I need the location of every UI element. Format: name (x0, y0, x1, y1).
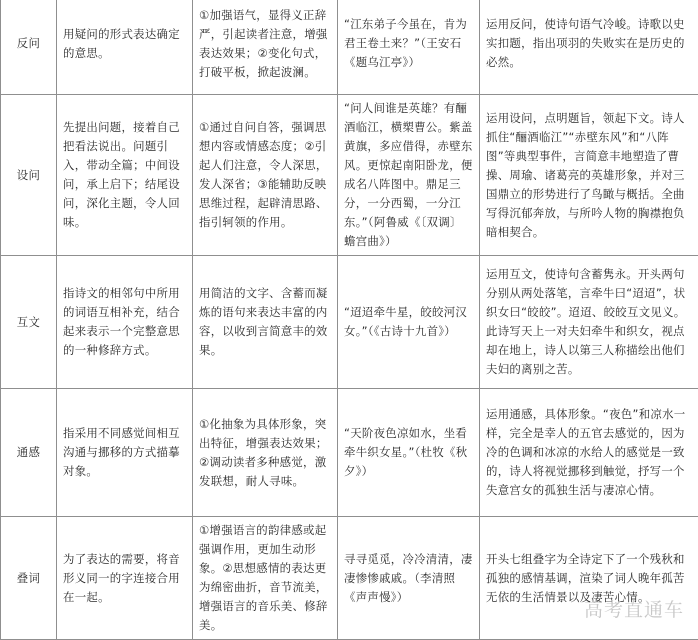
effect-cell: ①加强语气，显得义正辞严，引起读者注意，增强表达效果；②变化句式，打破平板，掀起波澜。 (193, 0, 338, 95)
table-row (1, 0, 698, 95)
definition-cell: 指诗文的相邻句中所用的词语互相补充，结合起来表示一个完整意思的一种修辞方式。 (57, 256, 193, 389)
analysis-cell: 运用互文，使诗句含蓄隽永。开头两句分别从两处落笔，言牵牛曰“迢迢”，状织女曰“皎皎”。迢迢、皎皎互文见义。此诗写天上一对夫妇牵牛和织女，视点却在地上，诗人以第三人称描绘出他们夫妇的离别之苦。 (480, 256, 698, 389)
example-cell: “问人间谁是英雄？有酾酒临江，横槊曹公。紫盖黄旗，多应借得，赤壁东风。更惊起南阳卧龙，便成名八阵图中。鼎足三分，一分西蜀，一分江东。”（阿鲁威《〔双调〕蟾宫曲》） (338, 95, 480, 256)
rhetoric-term: 叠词 (1, 517, 57, 640)
definition-cell: 为了表达的需要，将音形义同一的字连接合用在一起。 (57, 517, 193, 640)
table-row (1, 256, 698, 389)
effect-cell: ①通过自问自答，强调思想内容或情感态度；②引起人们注意，令人深思，发人深省；③能辅助反映思维过程，起辟清思路、指引轲领的作用。 (193, 95, 338, 256)
table-row (1, 389, 698, 517)
effect-cell: ①增强语言的韵律感或起强调作用，更加生动形象。②思想感情的表达更为绵密曲折，音节流美，增强语言的音乐美、修辞美。 (193, 517, 338, 640)
example-cell: “天阶夜色凉如水，坐看牵牛织女星。”（杜牧《秋夕》） (338, 389, 480, 517)
rhetoric-term: 互文 (1, 256, 57, 389)
analysis-cell: 运用通感，具体形象。“夜色”和凉水一样，完全是幸人的五官去感觉的，因为冷的色调和冰凉的水给人的感觉是一致的，诗人将视觉挪移到触觉，抒写一个失意宫女的孤独生活与凄凉心情。 (480, 389, 698, 517)
rhetoric-term: 反问 (1, 0, 57, 95)
effect-cell: 用简洁的文字、含蓄而凝炼的语句来表达丰富的内容，以收到言简意丰的效果。 (193, 256, 338, 389)
table-row (1, 95, 698, 256)
analysis-cell: 开头七组叠字为全诗定下了一个残秋和孤独的感情基调，渲染了词人晚年孤苦无依的生活情景以及凄苦心情。 (480, 517, 698, 640)
analysis-cell: 运用设问，点明题旨，领起下文。诗人抓住“酾酒临江”“赤壁东风”和“八阵图”等典型事件，言简意丰地塑造了曹操、周瑜、诸葛亮的英雄形象，并对三国鼎立的形势进行了鸟瞰与概括。全曲写得沉郁奔放，与所吟人物的胸襟抱负暗相契合。 (480, 95, 698, 256)
rhetoric-term: 通感 (1, 389, 57, 517)
effect-cell: ①化抽象为具体形象，突出特征，增强表达效果；②调动读者多种感觉，激发联想，耐人寻味。 (193, 389, 338, 517)
example-cell: 寻寻觅觅，冷冷清清，凄凄惨惨戚戚。（李清照《声声慢》） (338, 517, 480, 640)
rhetoric-term: 设问 (1, 95, 57, 256)
example-cell: “迢迢牵牛星，皎皎河汉女。”（《古诗十九首》） (338, 256, 480, 389)
example-cell: “江东弟子今虽在，肯为君王卷土来？”（王安石《题乌江亭》） (338, 0, 480, 95)
definition-cell: 指采用不同感觉间相互沟通与挪移的方式描摹对象。 (57, 389, 193, 517)
definition-cell: 用疑问的形式表达确定的意思。 (57, 0, 193, 95)
analysis-cell: 运用反问，使诗句语气冷峻。诗歌以史实扣题，指出项羽的失败实在是历史的必然。 (480, 0, 698, 95)
watermark: 高考直通车 (584, 595, 684, 622)
definition-cell: 先提出问题，接着自己把看法说出。问题引入，带动全篇；中间设问，承上启下；结尾设问，深化主题，令人回味。 (57, 95, 193, 256)
